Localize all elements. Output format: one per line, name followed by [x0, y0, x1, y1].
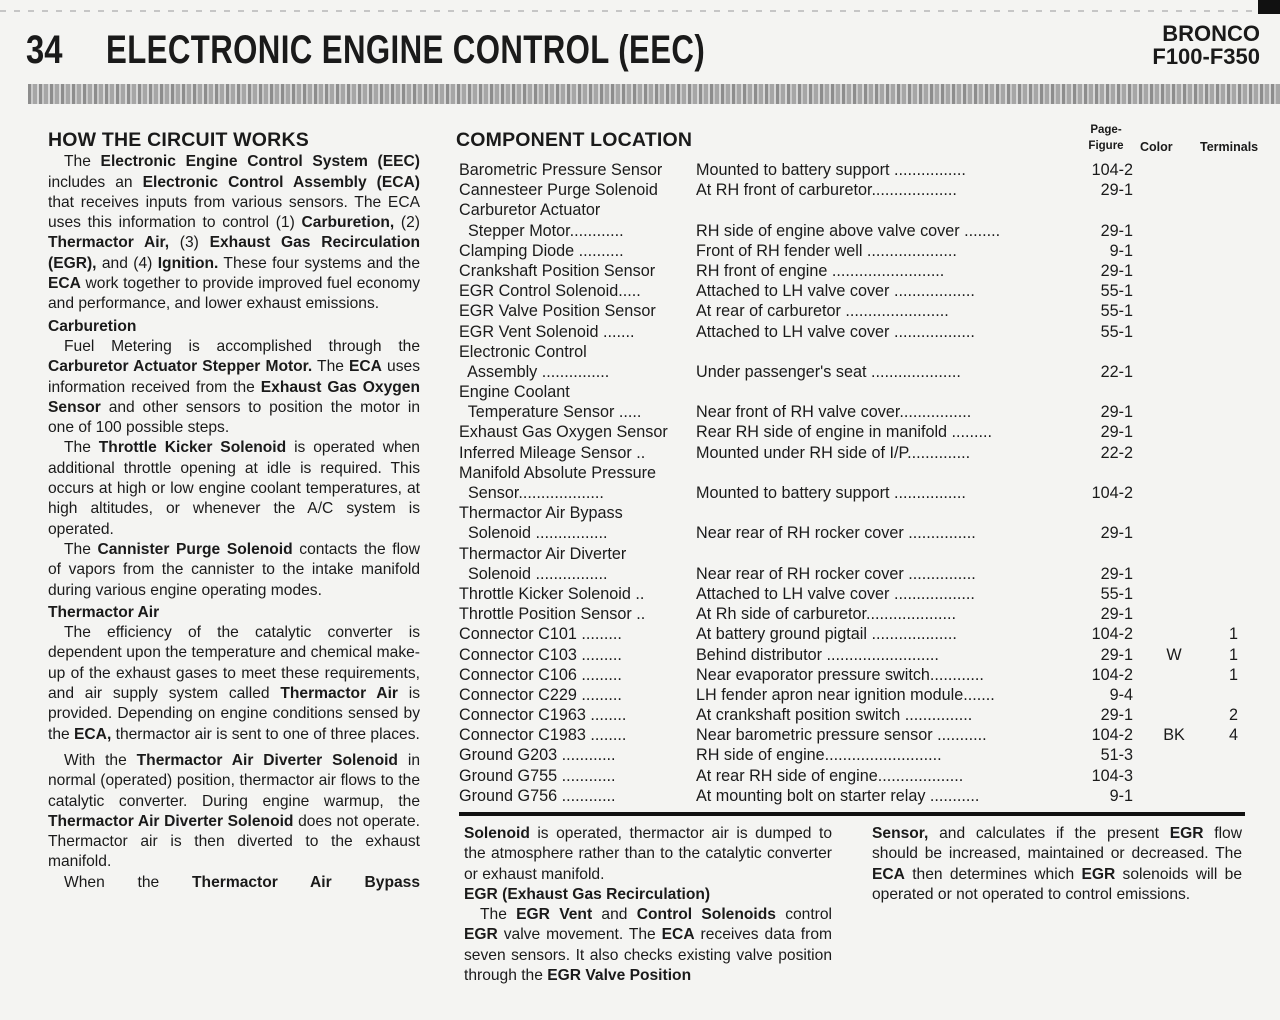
component-name: Barometric Pressure Sensor	[459, 161, 663, 179]
table-row	[459, 262, 1269, 282]
component-name: Connector C103 .........	[459, 645, 622, 664]
component-location: LH fender apron near ignition module.......	[696, 685, 995, 704]
component-name: Clamping Diode ..........	[459, 241, 624, 260]
color-header: Color	[1140, 140, 1173, 154]
component-name: Inferred Mileage Sensor ..	[459, 443, 646, 462]
page-figure: 9-1	[1109, 786, 1133, 805]
table-bottom-rule	[459, 812, 1245, 816]
component-location: Near evaporator pressure switch............	[696, 665, 984, 684]
component-location: Attached to LH valve cover ..................	[696, 584, 975, 603]
page-figure: 29-1	[1100, 181, 1133, 200]
table-row	[459, 423, 1269, 443]
table-row	[459, 686, 1269, 706]
terminal-count: 4	[1228, 726, 1238, 745]
component-location-heading: COMPONENT LOCATION	[456, 129, 693, 151]
table-row	[459, 161, 1269, 181]
bottom-middle-column	[464, 824, 832, 986]
component-name: Engine Coolant	[459, 383, 570, 402]
thermactor-heading: Thermactor Air	[48, 603, 160, 621]
page-figure: 29-1	[1100, 261, 1133, 280]
component-location: At Rh side of carburetor....................	[696, 605, 957, 624]
page-figure: 29-1	[1100, 605, 1133, 624]
component-name: Connector C1983 ........	[459, 726, 627, 745]
throttle-kicker-paragraph: The Throttle Kicker Solenoid is operated when additional throttle opening at idle is required. This occurs at high or low engine coolant temperatures, at high altitudes, or whenever the A/C system is operated.	[48, 439, 420, 538]
page-figure: 29-1	[1100, 403, 1133, 422]
table-row	[459, 323, 1269, 343]
table-row	[459, 605, 1269, 625]
component-location: Behind distributor .........................	[696, 645, 939, 664]
egr-paragraph: The EGR Vent and Control Solenoids control EGR valve movement. The ECA receives data from seven sensors. It also checks existing valve position through the EGR Valve Position	[464, 906, 832, 985]
page-title: ELECTRONIC ENGINE CONTROL (EEC)	[106, 28, 706, 72]
component-name: EGR Control Solenoid.....	[459, 282, 641, 301]
component-name: Ground G756 ............	[459, 786, 616, 805]
component-location: Mounted to battery support ................	[696, 484, 966, 502]
page-figure: 104-2	[1091, 484, 1133, 502]
page-figure: 29-1	[1100, 423, 1133, 442]
component-location: Near rear of RH rocker cover ...............	[696, 564, 976, 583]
table-row	[459, 646, 1269, 666]
component-location: RH side of engine above valve cover ........	[696, 221, 1001, 240]
component-name: Carburetor Actuator	[459, 201, 601, 220]
component-name: Assembly ...............	[459, 362, 610, 381]
table-row	[459, 403, 1269, 423]
component-name: Stepper Motor............	[459, 221, 624, 240]
component-table	[459, 161, 1269, 807]
component-location: At mounting bolt on starter relay ...........	[696, 786, 980, 805]
component-name: Electronic Control	[459, 342, 587, 361]
page-figure-header-line1: Page-	[1090, 124, 1122, 136]
model-line-1: BRONCO	[1162, 21, 1260, 46]
table-row	[459, 585, 1269, 605]
page-figure: 9-1	[1109, 241, 1133, 260]
component-location: Near front of RH valve cover................	[696, 403, 972, 422]
component-name: Ground G203 ............	[459, 746, 616, 765]
component-name: Manifold Absolute Pressure	[459, 463, 657, 482]
model-line-2: F100-F350	[1152, 44, 1260, 69]
component-name: Connector C106 .........	[459, 665, 622, 684]
page-figure: 29-1	[1100, 706, 1133, 725]
top-scan-line	[0, 10, 1280, 12]
table-row	[459, 464, 1269, 484]
header-band	[28, 84, 1280, 104]
component-location: Attached to LH valve cover ..................	[696, 282, 975, 301]
component-name: Throttle Kicker Solenoid ..	[459, 584, 645, 603]
component-location: RH side of engine..........................	[696, 746, 942, 765]
page-figure: 104-2	[1091, 665, 1133, 684]
table-row	[459, 222, 1269, 242]
page-figure: 104-2	[1091, 726, 1133, 745]
table-row	[459, 524, 1269, 544]
bypass-paragraph: When the Thermactor Air Bypass	[64, 873, 420, 891]
page-figure: 29-1	[1100, 564, 1133, 583]
table-row	[459, 726, 1269, 746]
component-name: Crankshaft Position Sensor	[459, 261, 656, 280]
component-name: Throttle Position Sensor ..	[459, 605, 646, 624]
component-name: EGR Vent Solenoid .......	[459, 322, 635, 341]
component-location: Mounted to battery support ................	[696, 161, 966, 179]
component-name: Connector C101 .........	[459, 625, 622, 644]
intro-paragraph: The Electronic Engine Control System (EEC) includes an Electronic Control Assembly (ECA) that receives inputs from various sensors. The ECA uses this information to control (1) Carburetion, (2) Thermactor Air, (3) Exhaust Gas Recirculation (EGR), and (4) Ignition. These four systems and the ECA work together to provide improved fuel economy and performance, and lower exhaust emissions.	[48, 153, 421, 313]
component-location: Near barometric pressure sensor ...........	[696, 726, 987, 745]
component-location: Under passenger's seat ....................	[696, 362, 961, 381]
diverter-paragraph: With the Thermactor Air Diverter Solenoid in normal (operated) position, thermactor air flows to the catalytic converter. During engine warmup, the Thermactor Air Diverter Solenoid does not operate. Thermactor air is then diverted to the exhaust manifold.	[48, 751, 420, 871]
wire-color: W	[1166, 645, 1182, 664]
page-number: 34	[26, 28, 63, 72]
component-location: At crankshaft position switch ...............	[696, 706, 973, 725]
terminal-count: 1	[1228, 625, 1238, 644]
page-figure: 29-1	[1100, 221, 1133, 240]
page-figure: 9-4	[1109, 685, 1133, 704]
component-location: Near rear of RH rocker cover ...............	[696, 524, 976, 543]
page-figure: 104-3	[1091, 766, 1133, 785]
bottom-right-column	[872, 824, 1242, 905]
egr-heading: EGR (Exhaust Gas Recirculation)	[464, 885, 711, 903]
terminal-count: 2	[1228, 706, 1238, 725]
page-figure: 29-1	[1100, 645, 1133, 664]
page-figure: 22-2	[1100, 443, 1133, 462]
section-heading: HOW THE CIRCUIT WORKS	[48, 129, 309, 151]
table-row	[459, 363, 1269, 383]
terminals-header: Terminals	[1200, 140, 1259, 154]
component-name: Ground G755 ............	[459, 766, 616, 785]
page-figure: 55-1	[1100, 584, 1133, 603]
page-figure: 55-1	[1100, 302, 1133, 321]
page-figure: 29-1	[1100, 524, 1133, 543]
page-figure: 55-1	[1100, 322, 1133, 341]
component-location: At battery ground pigtail ...................	[696, 625, 957, 644]
component-name: Thermactor Air Bypass	[459, 504, 623, 523]
table-row	[459, 545, 1269, 565]
carburetion-heading: Carburetion	[48, 317, 137, 335]
table-row	[459, 383, 1269, 403]
component-name: Connector C229 .........	[459, 685, 622, 704]
component-location: Mounted under RH side of I/P..............	[696, 443, 971, 462]
model-label	[1152, 22, 1260, 68]
component-location: Rear RH side of engine in manifold .........	[696, 423, 993, 442]
terminal-count: 1	[1228, 665, 1238, 684]
component-name: Temperature Sensor .....	[459, 403, 642, 422]
cannister-purge-paragraph: The Cannister Purge Solenoid contacts the flow of vapors from the cannister to the intake manifold during various engine operating modes.	[48, 540, 420, 599]
page-figure: 51-3	[1100, 746, 1133, 765]
page-figure-header-line2: Figure	[1088, 140, 1124, 152]
table-row	[459, 201, 1269, 221]
component-name: Connector C1963 ........	[459, 706, 627, 725]
component-location: RH front of engine .........................	[696, 261, 945, 280]
component-location: Attached to LH valve cover ..................	[696, 322, 975, 341]
table-row	[459, 625, 1269, 645]
component-name: Exhaust Gas Oxygen Sensor	[459, 423, 668, 442]
component-name: Sensor...................	[459, 484, 604, 502]
component-name: Thermactor Air Diverter	[459, 544, 627, 563]
table-row	[459, 565, 1269, 585]
table-row	[459, 787, 1269, 807]
page-figure: 104-2	[1091, 161, 1133, 179]
table-row	[459, 767, 1269, 787]
egr-continued-paragraph: Sensor, and calculates if the present EGR flow should be increased, maintained or decreased. The ECA then determines which EGR solenoids will be operated or not operated to control emissions.	[872, 825, 1242, 903]
how-circuit-works-section	[48, 130, 420, 893]
terminal-count: 1	[1228, 645, 1238, 664]
component-name: EGR Valve Position Sensor	[459, 302, 656, 321]
table-row	[459, 444, 1269, 464]
table-row	[459, 343, 1269, 363]
component-location: At rear RH side of engine...................	[696, 766, 964, 785]
component-name: Cannesteer Purge Solenoid	[459, 181, 658, 200]
page-figure: 55-1	[1100, 282, 1133, 301]
component-location: Front of RH fender well ....................	[696, 241, 957, 260]
bypass-continued-paragraph: Solenoid is operated, thermactor air is dumped to the atmosphere rather than to the catalytic converter or exhaust manifold.	[464, 825, 832, 883]
carburetion-paragraph: Fuel Metering is accomplished through the Carburetor Actuator Stepper Motor. The ECA uses information received from the Exhaust Gas Oxygen Sensor and other sensors to position the motor in one of 100 possible steps.	[48, 337, 421, 437]
wire-color: BK	[1163, 726, 1185, 745]
component-name: Solenoid ................	[459, 564, 608, 583]
table-row	[459, 504, 1269, 524]
table-row	[459, 706, 1269, 726]
table-row	[459, 484, 1269, 504]
corner-mark	[1258, 0, 1280, 14]
page-figure-header	[1076, 122, 1136, 154]
table-row	[459, 181, 1269, 201]
table-row	[459, 282, 1269, 302]
component-name: Solenoid ................	[459, 524, 608, 543]
table-row	[459, 242, 1269, 262]
page-figure: 22-1	[1100, 362, 1133, 381]
table-row	[459, 666, 1269, 686]
table-row	[459, 302, 1269, 322]
table-row	[459, 746, 1269, 766]
page-figure: 104-2	[1091, 625, 1133, 644]
thermactor-paragraph: The efficiency of the catalytic converter is dependent upon the temperature and chemical make-up of the exhaust gases to meet these requirements, and air supply system called Thermactor Air is provided. Depending on engine conditions sensed by the ECA, thermactor air is sent to one of three places.	[48, 624, 421, 743]
component-location: At RH front of carburetor...................	[696, 181, 957, 200]
component-location: At rear of carburetor .......................	[696, 302, 949, 321]
